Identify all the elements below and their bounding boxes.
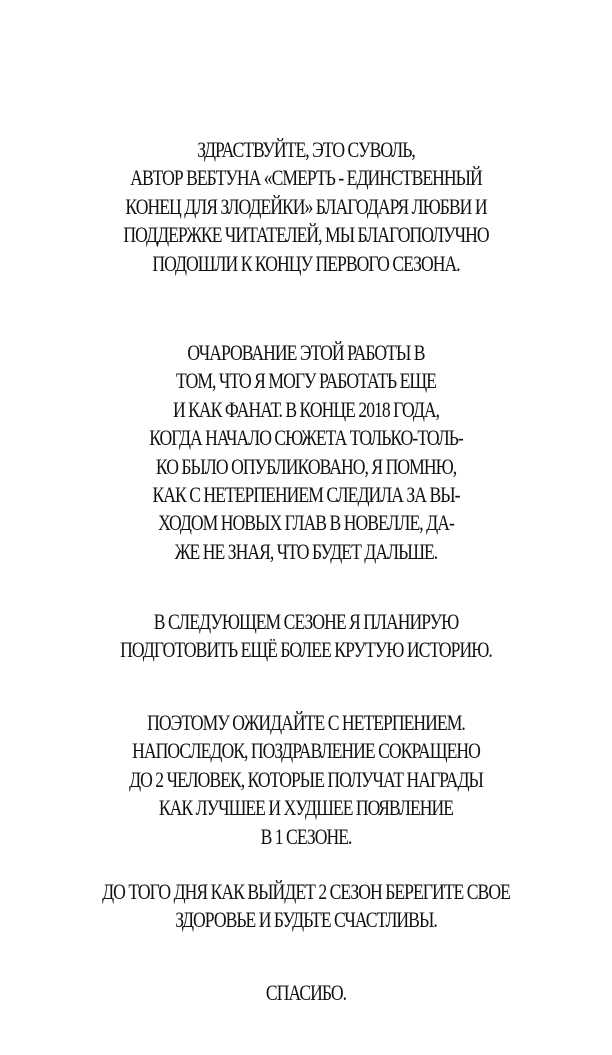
thanks-paragraph bbox=[61, 979, 551, 1007]
text-line: АВТОР ВЕБТУНА «СМЕРТЬ - ЕДИНСТВЕННЫЙ bbox=[130, 165, 482, 191]
text-line: ПОЭТОМУ ОЖИДАЙТЕ С НЕТЕРПЕНИЕМ. bbox=[147, 710, 465, 735]
farewell-paragraph bbox=[61, 878, 551, 935]
text-line: В СЛЕДУЮЩЕМ СЕЗОНЕ Я ПЛАНИРУЮ bbox=[153, 609, 459, 634]
text-line: СПАСИБО. bbox=[265, 980, 347, 1005]
text-line: НАПОСЛЕДОК, ПОЗДРАВЛЕНИЕ СОКРАЩЕНО bbox=[132, 738, 480, 764]
text-line: ЗДОРОВЬЕ И БУДЬТЕ СЧАСТЛИВЫ. bbox=[175, 907, 437, 933]
awards-paragraph bbox=[61, 709, 551, 851]
text-line: ПОДОШЛИ К КОНЦУ ПЕРВОГО СЕЗОНА. bbox=[152, 250, 460, 276]
text-line: ХОДОМ НОВЫХ ГЛАВ В НОВЕЛЛЕ, ДА- bbox=[158, 510, 454, 536]
text-line: ОЧАРОВАНИЕ ЭТОЙ РАБОТЫ В bbox=[187, 340, 425, 365]
charm-paragraph bbox=[61, 339, 551, 566]
text-line: КОНЕЦ ДЛЯ ЗЛОДЕЙКИ» БЛАГОДАРЯ ЛЮБВИ И bbox=[125, 193, 487, 219]
text-line: КАК С НЕТЕРПЕНИЕМ СЛЕДИЛА ЗА ВЫ- bbox=[152, 482, 460, 508]
text-line: И КАК ФАНАТ. В КОНЦЕ 2018 ГОДА, bbox=[172, 396, 440, 422]
text-line: ЗДРАСТВУЙТЕ, ЭТО СУВОЛЬ, bbox=[197, 137, 415, 162]
greeting-paragraph bbox=[61, 136, 551, 278]
text-line: КОГДА НАЧАЛО СЮЖЕТА ТОЛЬКО-ТОЛЬ- bbox=[149, 425, 463, 451]
text-line: КАК ЛУЧШЕЕ И ХУДШЕЕ ПОЯВЛЕНИЕ bbox=[158, 795, 454, 821]
text-line: В 1 СЕЗОНЕ. bbox=[260, 823, 352, 849]
text-line: КО БЫЛО ОПУБЛИКОВАНО, Я ПОМНЮ, bbox=[155, 453, 457, 479]
text-line: ЖЕ НЕ ЗНАЯ, ЧТО БУДЕТ ДАЛЬШЕ. bbox=[174, 538, 438, 564]
text-line: ПОДГОТОВИТЬ ЕЩЁ БОЛЕЕ КРУТУЮ ИСТОРИЮ. bbox=[120, 637, 492, 663]
text-line: ДО 2 ЧЕЛОВЕК, КОТОРЫЕ ПОЛУЧАТ НАГРАДЫ bbox=[129, 766, 483, 792]
text-line: ТОМ, ЧТО Я МОГУ РАБОТАТЬ ЕЩЕ bbox=[176, 368, 436, 394]
text-line: ДО ТОГО ДНЯ КАК ВЫЙДЕТ 2 СЕЗОН БЕРЕГИТЕ СВОЕ bbox=[102, 879, 510, 904]
next-season-paragraph bbox=[61, 608, 551, 665]
text-line: ПОДДЕРЖКЕ ЧИТАТЕЛЕЙ, МЫ БЛАГОПОЛУЧНО bbox=[123, 222, 489, 248]
